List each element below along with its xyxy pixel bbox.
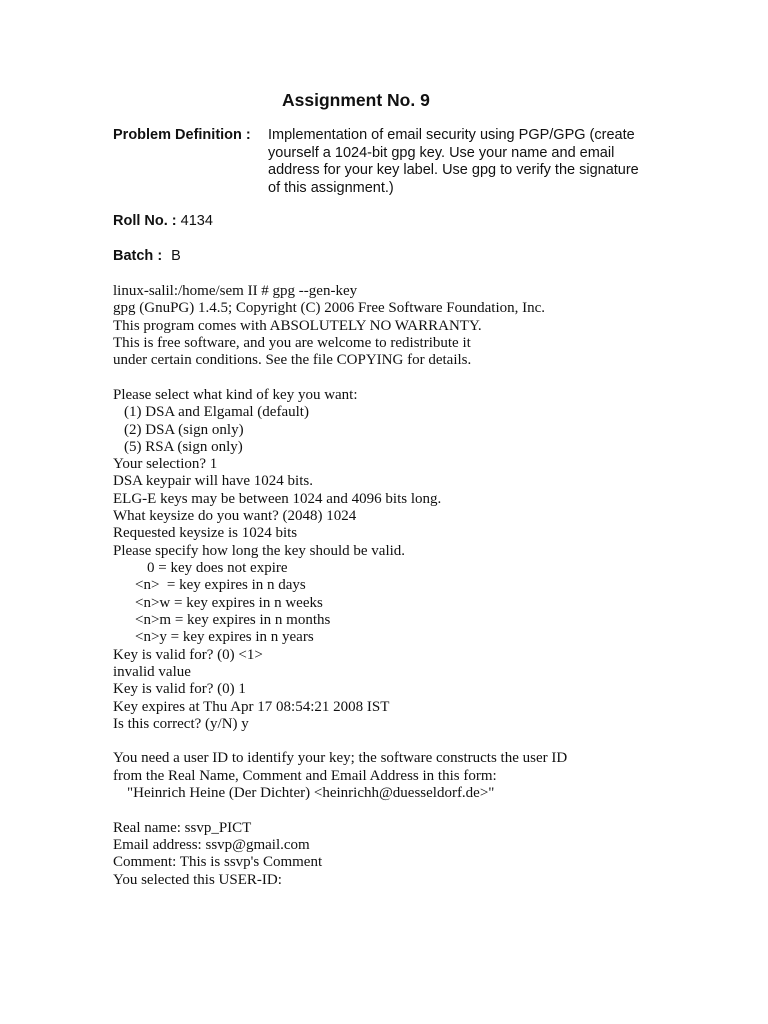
terminal-line: Key expires at Thu Apr 17 08:54:21 2008 IST: [113, 698, 390, 715]
terminal-line: This program comes with ABSOLUTELY NO WARRANTY.: [113, 317, 482, 334]
terminal-line: ELG-E keys may be between 1024 and 4096 bits long.: [113, 490, 442, 507]
roll-number-row: [113, 213, 213, 231]
terminal-line: Your selection? 1: [113, 456, 218, 473]
terminal-line: gpg (GnuPG) 1.4.5; Copyright (C) 2006 Free Software Foundation, Inc.: [113, 300, 546, 317]
problem-line: yourself a 1024-bit gpg key. Use your name and email: [268, 144, 615, 161]
comment-line: Comment: This is ssvp's Comment: [113, 854, 323, 871]
terminal-line: Is this correct? (y/N) y: [113, 715, 249, 732]
blank-line: [113, 802, 753, 819]
terminal-line: What keysize do you want? (2048) 1024: [113, 508, 357, 525]
validity-option-line: 0 = key does not expire: [147, 560, 288, 576]
real-name-line: Real name: ssvp_PICT: [113, 819, 252, 836]
problem-definition-text: [268, 127, 748, 197]
batch-row: [113, 248, 181, 266]
validity-option-line: <n> = key expires in n days: [135, 577, 306, 594]
selected-user-id-line: You selected this USER-ID:: [113, 871, 282, 888]
terminal-transcript: [113, 283, 753, 889]
terminal-line: You need a user ID to identify your key; the software constructs the user ID: [113, 750, 568, 767]
blank-line: [113, 370, 753, 387]
terminal-line: This is free software, and you are welcome to redistribute it: [113, 334, 471, 351]
terminal-line: DSA keypair will have 1024 bits.: [113, 473, 313, 490]
terminal-line: Please specify how long the key should be valid.: [113, 542, 406, 559]
roll-number-value: 4134: [180, 213, 213, 229]
blank-line: [113, 733, 753, 750]
user-id-example-line: "Heinrich Heine (Der Dichter) <heinrichh@duesseldorf.de>": [127, 785, 495, 802]
key-option-line: (1) DSA and Elgamal (default): [124, 404, 309, 421]
key-option-line: (5) RSA (sign only): [124, 438, 243, 455]
terminal-line: invalid value: [113, 663, 191, 680]
key-option-line: (2) DSA (sign only): [124, 421, 244, 438]
terminal-line: under certain conditions. See the file COPYING for details.: [113, 352, 472, 369]
batch-value: B: [171, 248, 181, 264]
terminal-line: Key is valid for? (0) 1: [113, 681, 246, 698]
terminal-line: Please select what kind of key you want:: [113, 386, 358, 403]
terminal-line: from the Real Name, Comment and Email Address in this form:: [113, 767, 497, 784]
validity-option-line: <n>w = key expires in n weeks: [135, 594, 323, 611]
page-title: Assignment No. 9: [282, 90, 430, 110]
batch-label: Batch :: [113, 248, 163, 264]
email-address-line: Email address: ssvp@gmail.com: [113, 837, 310, 853]
terminal-line: Key is valid for? (0) <1>: [113, 646, 263, 663]
terminal-line: linux-salil:/home/sem II # gpg --gen-key: [113, 283, 358, 299]
problem-line: address for your key label. Use gpg to verify the signature: [268, 162, 639, 179]
validity-option-line: <n>m = key expires in n months: [135, 611, 331, 628]
problem-line: of this assignment.): [268, 179, 394, 196]
terminal-line: Requested keysize is 1024 bits: [113, 525, 298, 542]
problem-line: Implementation of email security using PGP/GPG (create: [268, 127, 635, 143]
roll-number-label: Roll No. :: [113, 213, 177, 229]
validity-option-line: <n>y = key expires in n years: [135, 629, 314, 646]
problem-definition-label: Problem Definition :: [113, 127, 251, 143]
